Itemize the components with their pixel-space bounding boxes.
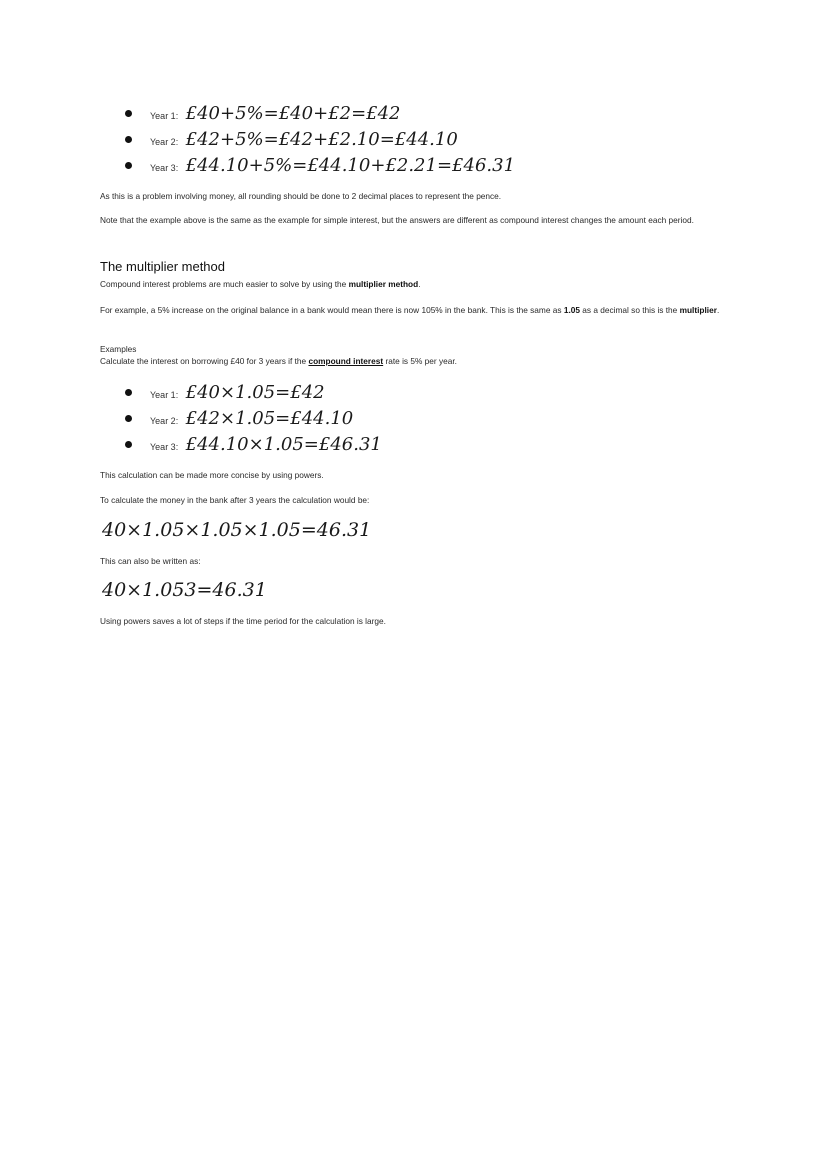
list-item	[100, 153, 700, 179]
year-label: Year 3:	[150, 163, 179, 173]
bullet-icon	[125, 110, 132, 117]
example-text-mid: as a decimal so this is the	[579, 305, 680, 315]
bullet-icon	[125, 389, 132, 396]
formula-long: 40×1.05×1.05×1.05=46.31	[102, 519, 372, 541]
multiplier-example-list	[100, 380, 700, 458]
year-label: Year 2:	[150, 416, 179, 426]
examples-question	[100, 355, 720, 367]
math-expression: £40×1.05=£42	[185, 382, 325, 403]
example-bold-term: multiplier	[679, 305, 717, 315]
compound-interest-link[interactable]: compound interest	[308, 356, 384, 366]
multiplier-intro	[100, 278, 720, 290]
math-expression: £40+5%=£40+£2=£42	[185, 103, 401, 124]
math-expression: £42×1.05=£44.10	[185, 408, 354, 429]
rounding-note: As this is a problem involving money, all rounding should be done to 2 decimal places to represent the pence.	[100, 191, 502, 201]
bullet-icon	[125, 136, 132, 143]
bullet-icon	[125, 441, 132, 448]
list-item	[100, 101, 700, 127]
year-label: Year 1:	[150, 111, 179, 121]
comparison-note: Note that the example above is the same as the example for simple interest, but the answers are different as compound interest changes the amount each period.	[100, 215, 694, 225]
list-item	[100, 380, 700, 406]
compound-example-list	[100, 101, 700, 179]
example-bold-value: 1.05	[563, 305, 580, 315]
example-text-end: .	[716, 305, 720, 315]
section-heading: The multiplier method	[100, 259, 225, 274]
intro-text: Compound interest problems are much easier to solve by using the	[100, 279, 349, 289]
also-written-note: This can also be written as:	[100, 556, 201, 566]
list-item	[100, 127, 700, 153]
year-label: Year 1:	[150, 390, 179, 400]
bullet-icon	[125, 162, 132, 169]
question-text: Calculate the interest on borrowing £40 for 3 years if the	[100, 356, 309, 366]
examples-heading: Examples	[100, 344, 137, 354]
math-expression: £42+5%=£42+£2.10=£44.10	[185, 129, 458, 150]
question-text-end: rate is 5% per year.	[383, 356, 457, 366]
closing-note: Using powers saves a lot of steps if the time period for the calculation is large.	[100, 616, 386, 626]
math-expression: £44.10×1.05=£46.31	[185, 434, 382, 455]
year-label: Year 3:	[150, 442, 179, 452]
multiplier-example	[100, 304, 720, 316]
list-item	[100, 406, 700, 432]
intro-text-end: .	[418, 279, 421, 289]
powers-note: This calculation can be made more concise by using powers.	[100, 470, 324, 480]
intro-bold: multiplier method	[348, 279, 419, 289]
list-item	[100, 432, 700, 458]
bullet-icon	[125, 415, 132, 422]
year-label: Year 2:	[150, 137, 179, 147]
math-expression: £44.10+5%=£44.10+£2.21=£46.31	[185, 155, 516, 176]
example-text: For example, a 5% increase on the original balance in a bank would mean there is now 105% in the bank. This is the same as	[100, 305, 564, 315]
three-years-note: To calculate the money in the bank after 3 years the calculation would be:	[100, 495, 370, 505]
formula-short: 40×1.053=46.31	[102, 579, 267, 601]
